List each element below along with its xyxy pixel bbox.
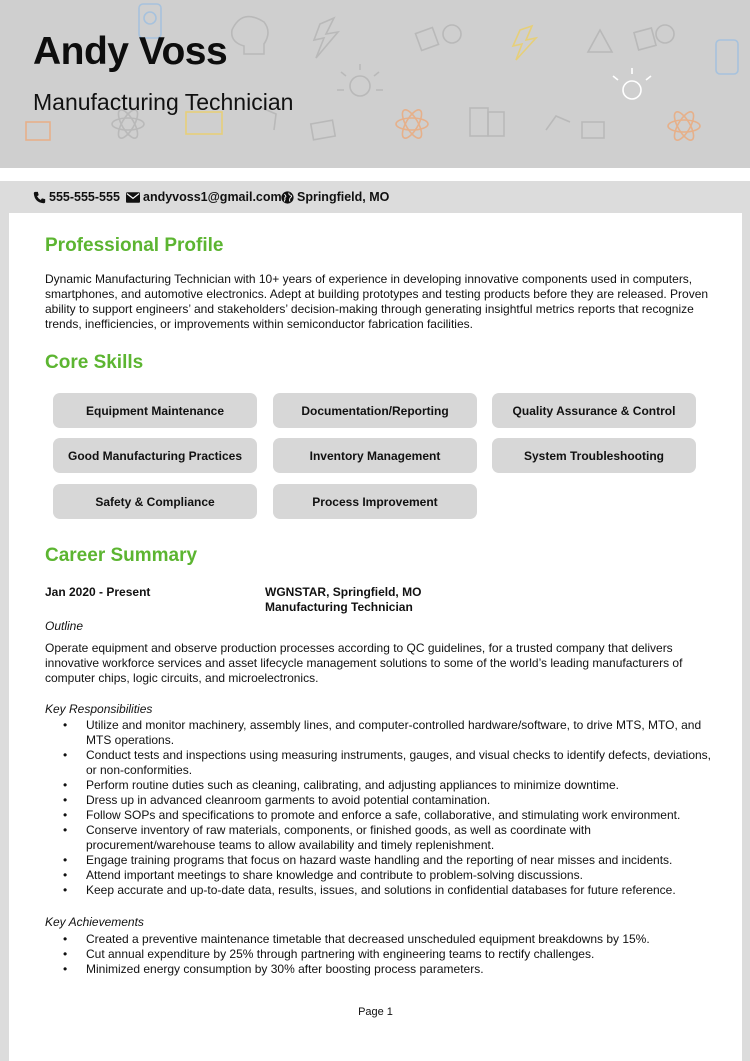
email-icon <box>126 192 140 203</box>
profile-heading: Professional Profile <box>45 235 224 256</box>
phone-number: 555-555-555 <box>49 190 120 204</box>
skill-chip: Inventory Management <box>273 438 477 473</box>
responsibilities-list <box>45 718 715 898</box>
job-dates: Jan 2020 - Present <box>45 585 151 599</box>
skill-chip: Good Manufacturing Practices <box>53 438 257 473</box>
list-item: • Engage training programs that focus on hazard waste handling and the reporting of near misses and incidents. <box>45 853 715 868</box>
page-number: Page 1 <box>358 1006 393 1018</box>
achievements-label: Key Achievements <box>45 915 144 929</box>
list-item: • Conduct tests and inspections using measuring instruments, gauges, and visual checks to identify defects, deviations, or non-conformities. <box>45 748 715 778</box>
list-item: • Created a preventive maintenance timetable that decreased unscheduled equipment breakdowns by 15%. <box>45 932 715 947</box>
outline-text: Operate equipment and observe production processes according to QC guidelines, for a trusted company that delivers innovative workforce services and asset lifecycle management solutions to some of the world’s leading manufacturers of computer chips, logic circuits, and microelectronics. <box>45 641 683 685</box>
phone-icon <box>33 191 46 204</box>
outline-label: Outline <box>45 619 84 633</box>
list-item: • Utilize and monitor machinery, assembly lines, and computer-controlled hardware/software, to drive MTS, MTO, and MTS operations. <box>45 718 715 748</box>
skill-chip: Safety & Compliance <box>53 484 257 519</box>
skill-chip: Equipment Maintenance <box>53 393 257 428</box>
resume-body <box>9 213 742 1061</box>
list-item: • Follow SOPs and specifications to promote and enforce a safe, collaborative, and stimulating work environment. <box>45 808 715 823</box>
list-item: • Keep accurate and up-to-date data, results, issues, and solutions in confidential databases for future reference. <box>45 883 715 898</box>
contact-location <box>281 190 389 204</box>
career-heading: Career Summary <box>45 545 198 566</box>
skill-chip: System Troubleshooting <box>492 438 696 473</box>
resume-header <box>0 0 750 168</box>
job-company: WGNSTAR, Springfield, MO <box>265 585 422 599</box>
header-divider <box>0 168 750 181</box>
skill-chip: Process Improvement <box>273 484 477 519</box>
contact-bar <box>0 181 750 213</box>
skills-heading: Core Skills <box>45 352 144 373</box>
list-item: • Dress up in advanced cleanroom garments to avoid potential contamination. <box>45 793 715 808</box>
contact-phone <box>33 190 120 204</box>
list-item: • Minimized energy consumption by 30% after boosting process parameters. <box>45 962 715 977</box>
responsibilities-label: Key Responsibilities <box>45 702 153 716</box>
candidate-title: Manufacturing Technician <box>33 89 294 115</box>
list-item: • Conserve inventory of raw materials, components, or finished goods, as well as coordinate with procurement/warehouse teams to allow availability and timely replenishment. <box>45 823 715 853</box>
achievements-list <box>45 932 715 977</box>
profile-text: Dynamic Manufacturing Technician with 10+ years of experience in developing innovative components used in computers, smartphones, and automotive electronics. Adept at building prototypes and testing products before they are released. Proven ability to support engineers’ and stakeholders’ decision-making through generating insightful metrics reports that recognize trends, inefficiencies, or improvements within semiconductor fabrication facilities. <box>45 272 709 331</box>
job-role: Manufacturing Technician <box>265 600 413 614</box>
location-text: Springfield, MO <box>297 190 390 204</box>
decorative-pattern <box>0 0 750 168</box>
list-item: • Cut annual expenditure by 25% through partnering with engineering teams to rectify challenges. <box>45 947 715 962</box>
list-item: • Attend important meetings to share knowledge and contribute to problem-solving discussions. <box>45 868 715 883</box>
globe-icon <box>281 191 294 204</box>
email-address: andyvoss1@gmail.com <box>143 190 282 204</box>
list-item: • Perform routine duties such as cleaning, calibrating, and adjusting appliances to minimize downtime. <box>45 778 715 793</box>
contact-email <box>126 190 282 204</box>
skill-chip: Documentation/Reporting <box>273 393 477 428</box>
skill-chip: Quality Assurance & Control <box>492 393 696 428</box>
candidate-name: Andy Voss <box>33 30 228 73</box>
